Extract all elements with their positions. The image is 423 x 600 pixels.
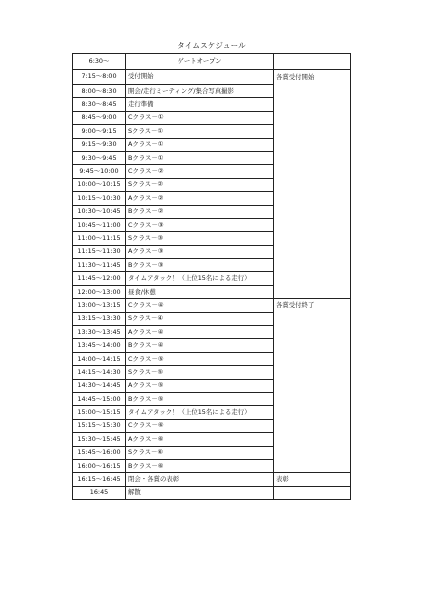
table-row — [73, 259, 351, 272]
table-row — [73, 178, 351, 191]
table-row — [73, 285, 351, 298]
time-cell: 13:15〜13:30 — [73, 312, 126, 325]
table-row — [73, 69, 351, 85]
event-cell: Bクラス－④ — [126, 339, 274, 352]
event-cell: Cクラス－⑥ — [126, 419, 274, 432]
table-row — [73, 406, 351, 419]
note-cell — [274, 245, 351, 258]
time-cell: 10:15〜10:30 — [73, 192, 126, 205]
table-row — [73, 151, 351, 164]
table-row — [73, 125, 351, 138]
note-cell — [274, 366, 351, 379]
time-cell: 9:15〜9:30 — [73, 138, 126, 151]
event-cell: Sクラス－⑥ — [126, 446, 274, 459]
time-cell: 15:00〜15:15 — [73, 406, 126, 419]
page-title: タイムスケジュール — [177, 41, 246, 50]
table-row — [73, 192, 351, 205]
table-row — [73, 379, 351, 392]
event-cell: 走行準備 — [126, 98, 274, 111]
note-cell — [274, 205, 351, 218]
note-cell — [274, 232, 351, 245]
note-cell — [274, 192, 351, 205]
event-cell: Cクラス－① — [126, 111, 274, 124]
table-row — [73, 433, 351, 446]
note-cell — [274, 312, 351, 325]
note-cell — [274, 446, 351, 459]
note-cell: 各賞受付開始 — [274, 69, 351, 85]
schedule-body — [73, 54, 351, 500]
table-row — [73, 138, 351, 151]
time-cell: 7:15〜8:00 — [73, 69, 126, 85]
table-row — [73, 218, 351, 231]
time-cell: 6:30〜 — [73, 54, 126, 70]
note-cell — [274, 486, 351, 499]
note-cell — [274, 54, 351, 70]
time-cell: 15:45〜16:00 — [73, 446, 126, 459]
note-cell — [274, 406, 351, 419]
event-cell: Cクラス－② — [126, 165, 274, 178]
time-cell: 8:30〜8:45 — [73, 98, 126, 111]
event-cell: Cクラス－④ — [126, 299, 274, 312]
time-cell: 12:00〜13:00 — [73, 285, 126, 298]
table-row — [73, 111, 351, 124]
event-cell: Bクラス－② — [126, 205, 274, 218]
event-cell: Aクラス－③ — [126, 245, 274, 258]
time-cell: 8:00〜8:30 — [73, 85, 126, 98]
table-row — [73, 85, 351, 98]
note-cell: 各賞受付終了 — [274, 299, 351, 312]
table-row — [73, 272, 351, 285]
table-row — [73, 299, 351, 312]
table-row — [73, 326, 351, 339]
table-row — [73, 352, 351, 365]
event-cell: Bクラス－① — [126, 151, 274, 164]
table-row — [73, 54, 351, 70]
time-cell: 16:15〜16:45 — [73, 473, 126, 486]
note-cell — [274, 218, 351, 231]
table-row — [73, 232, 351, 245]
schedule-table — [72, 53, 351, 500]
event-cell: Cクラス－③ — [126, 218, 274, 231]
event-cell: Aクラス－① — [126, 138, 274, 151]
event-cell: 受付開始 — [126, 69, 274, 85]
time-cell: 16:00〜16:15 — [73, 459, 126, 472]
table-row — [73, 392, 351, 405]
table-row — [73, 339, 351, 352]
time-cell: 11:00〜11:15 — [73, 232, 126, 245]
table-row — [73, 446, 351, 459]
time-cell: 14:15〜14:30 — [73, 366, 126, 379]
note-cell — [274, 125, 351, 138]
table-row — [73, 366, 351, 379]
event-cell: 閉会・各賞の表彰 — [126, 473, 274, 486]
time-cell: 14:00〜14:15 — [73, 352, 126, 365]
time-cell: 11:45〜12:00 — [73, 272, 126, 285]
event-cell: 昼食/休憩 — [126, 285, 274, 298]
event-cell: Bクラス－⑥ — [126, 459, 274, 472]
time-cell: 14:30〜14:45 — [73, 379, 126, 392]
note-cell — [274, 272, 351, 285]
note-cell — [274, 326, 351, 339]
event-cell: Aクラス－⑥ — [126, 433, 274, 446]
note-cell — [274, 339, 351, 352]
table-row — [73, 165, 351, 178]
time-cell: 16:45 — [73, 486, 126, 499]
time-cell: 9:00〜9:15 — [73, 125, 126, 138]
note-cell — [274, 165, 351, 178]
note-cell — [274, 85, 351, 98]
note-cell — [274, 379, 351, 392]
note-cell — [274, 419, 351, 432]
note-cell — [274, 459, 351, 472]
note-cell — [274, 352, 351, 365]
time-cell: 10:45〜11:00 — [73, 218, 126, 231]
table-row — [73, 486, 351, 499]
event-cell: 開会/走行ミーティング/集合写真撮影 — [126, 85, 274, 98]
note-cell — [274, 138, 351, 151]
time-cell: 15:15〜15:30 — [73, 419, 126, 432]
event-cell: Bクラス－⑤ — [126, 392, 274, 405]
note-cell — [274, 285, 351, 298]
time-cell: 13:00〜13:15 — [73, 299, 126, 312]
time-cell: 15:30〜15:45 — [73, 433, 126, 446]
note-cell — [274, 259, 351, 272]
time-cell: 10:30〜10:45 — [73, 205, 126, 218]
time-cell: 14:45〜15:00 — [73, 392, 126, 405]
note-cell — [274, 178, 351, 191]
event-cell: ゲートオープン — [126, 54, 274, 70]
event-cell: 解散 — [126, 486, 274, 499]
event-cell: Aクラス－④ — [126, 326, 274, 339]
note-cell: 表彰 — [274, 473, 351, 486]
event-cell: Bクラス－③ — [126, 259, 274, 272]
event-cell: Sクラス－② — [126, 178, 274, 191]
event-cell: Aクラス－⑤ — [126, 379, 274, 392]
note-cell — [274, 392, 351, 405]
event-cell: Sクラス－⑤ — [126, 366, 274, 379]
note-cell — [274, 111, 351, 124]
time-cell: 13:30〜13:45 — [73, 326, 126, 339]
table-row — [73, 419, 351, 432]
table-row — [73, 245, 351, 258]
time-cell: 8:45〜9:00 — [73, 111, 126, 124]
event-cell: Sクラス－③ — [126, 232, 274, 245]
note-cell — [274, 151, 351, 164]
event-cell: Cクラス－⑤ — [126, 352, 274, 365]
event-cell: タイムアタック！（上位15名による走行） — [126, 406, 274, 419]
event-cell: Sクラス－④ — [126, 312, 274, 325]
table-row — [73, 459, 351, 472]
time-cell: 13:45〜14:00 — [73, 339, 126, 352]
event-cell: タイムアタック！（上位15名による走行） — [126, 272, 274, 285]
time-cell: 10:00〜10:15 — [73, 178, 126, 191]
table-row — [73, 98, 351, 111]
table-row — [73, 312, 351, 325]
time-cell: 9:45〜10:00 — [73, 165, 126, 178]
table-row — [73, 205, 351, 218]
time-cell: 9:30〜9:45 — [73, 151, 126, 164]
event-cell: Aクラス－② — [126, 192, 274, 205]
event-cell: Sクラス－① — [126, 125, 274, 138]
table-row — [73, 473, 351, 486]
time-cell: 11:30〜11:45 — [73, 259, 126, 272]
note-cell — [274, 98, 351, 111]
time-cell: 11:15〜11:30 — [73, 245, 126, 258]
note-cell — [274, 433, 351, 446]
